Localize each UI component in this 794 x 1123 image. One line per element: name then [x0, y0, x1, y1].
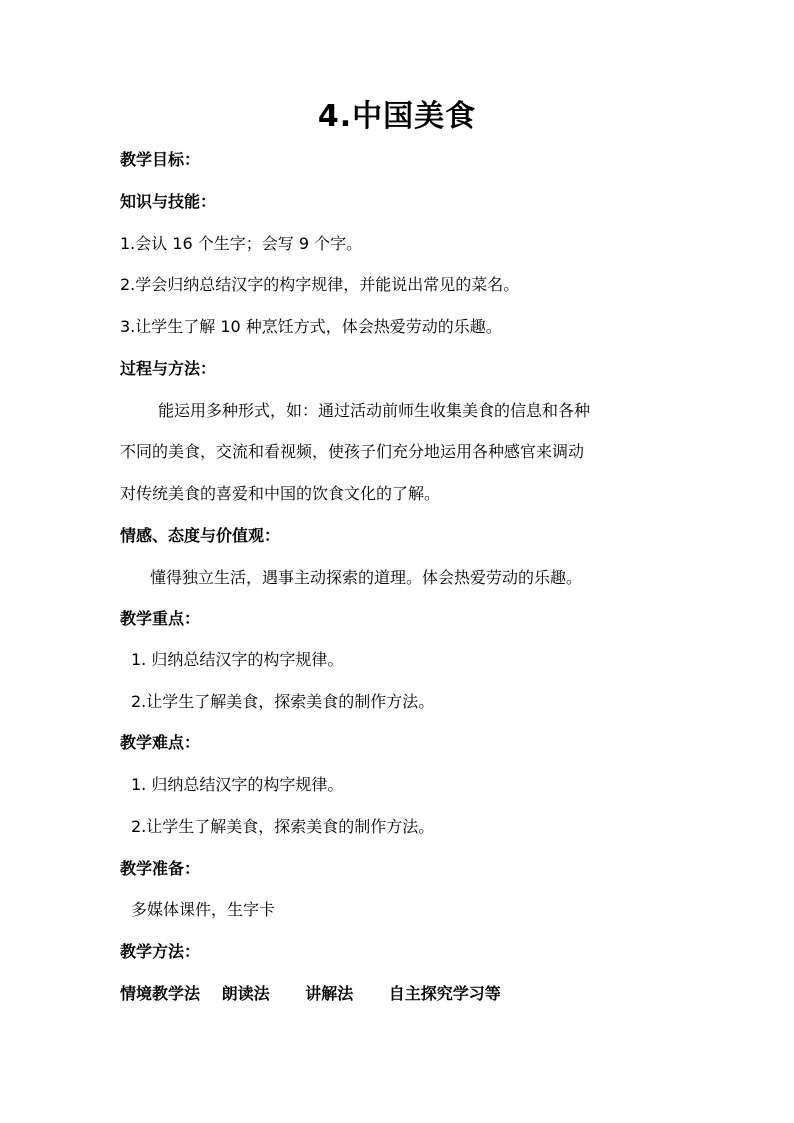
key-item: 1. 归纳总结汉字的构字规律。: [131, 650, 344, 669]
heading-knowledge: 知识与技能：: [120, 192, 217, 211]
process-line: 不同的美食，交流和看视频，使孩子们充分地运用各种感官来调动: [120, 442, 585, 461]
knowledge-item: 1.会认 16 个生字；会写 9 个字。: [120, 234, 363, 253]
method-item: 自主探究学习等: [388, 984, 501, 1003]
difficulty-item: 2.让学生了解美食，探索美食的制作方法。: [131, 817, 435, 836]
method-item: 情境教学法: [120, 984, 201, 1003]
page-title: 4.中国美食: [317, 99, 477, 134]
knowledge-item: 2.学会归纳总结汉字的构字规律，并能说出常见的菜名。: [120, 275, 520, 294]
preparation-text: 多媒体课件，生字卡: [131, 900, 276, 919]
knowledge-item: 3.让学生了解 10 种烹饪方式，体会热爱劳动的乐趣。: [120, 317, 502, 336]
method-item: 讲解法: [305, 984, 354, 1003]
key-item: 2.让学生了解美食，探索美食的制作方法。: [131, 692, 435, 711]
heading-emotion: 情感、态度与价值观：: [120, 526, 281, 545]
difficulty-item: 1. 归纳总结汉字的构字规律。: [131, 775, 344, 794]
method-item: 朗读法: [221, 984, 270, 1003]
heading-preparation: 教学准备：: [120, 859, 201, 878]
heading-objectives: 教学目标：: [120, 150, 201, 169]
heading-process: 过程与方法：: [120, 359, 217, 378]
process-line: 对传统美食的喜爱和中国的饮食文化的了解。: [120, 484, 441, 503]
process-line: 能运用多种形式，如：通过活动前师生收集美食的信息和各种: [158, 401, 591, 420]
emotion-text: 懂得独立生活，遇事主动探索的道理。体会热爱劳动的乐趣。: [150, 568, 583, 587]
heading-method: 教学方法：: [120, 942, 201, 961]
heading-key-points: 教学重点：: [120, 609, 201, 628]
method-list: [120, 982, 501, 1006]
heading-difficulties: 教学难点：: [120, 733, 201, 752]
